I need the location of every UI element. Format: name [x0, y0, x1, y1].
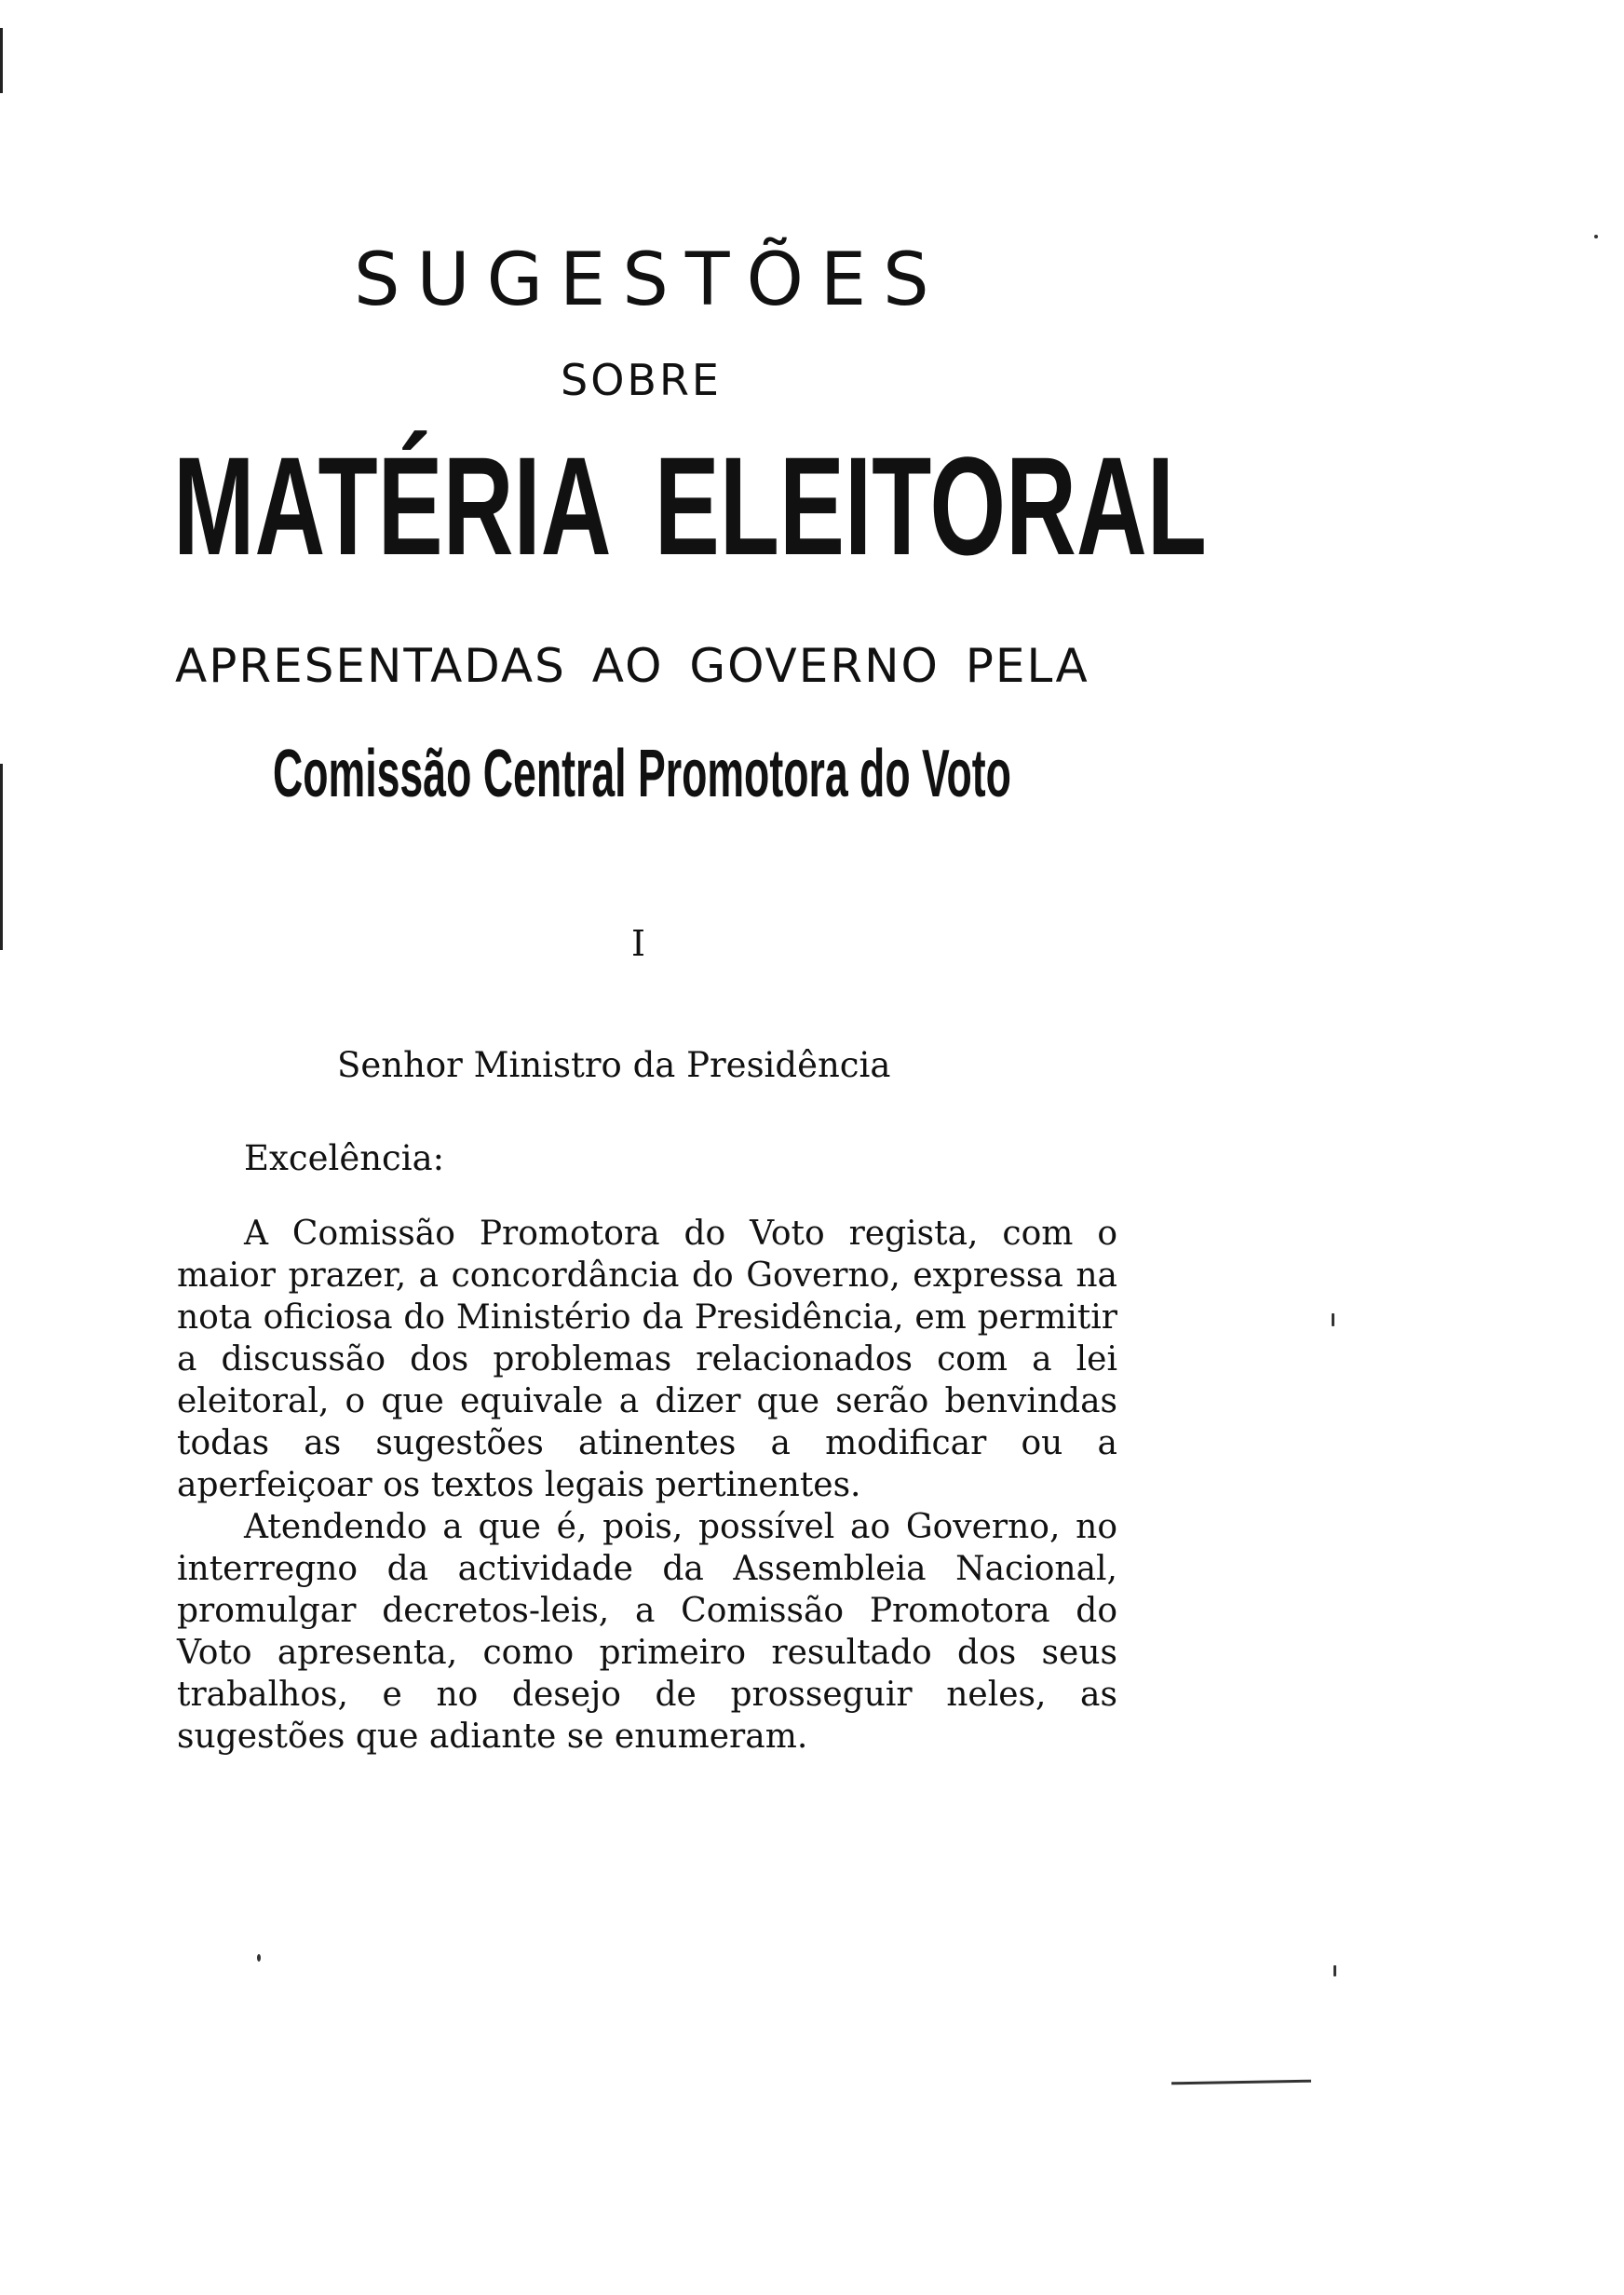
body-paragraph: Atendendo a que é, pois, possível ao Governo, no interregno da actividade da Assembleia Nacional, promulgar decretos-leis, a Comissão Promotora do Voto apresenta, como primeiro resultado dos seus trabalhos, e no desejo de prosseguir neles, as sugestões que adiante se enumeram. — [177, 1508, 1117, 1756]
scan-edge-mark — [0, 764, 3, 950]
section-numeral: I — [631, 923, 646, 964]
scan-speck — [257, 1954, 261, 1962]
title-materia-eleitoral: MATÉRIA ELEITORAL — [173, 428, 1207, 584]
scan-edge-mark — [0, 28, 3, 93]
title-sugestoes: SUGESTÕES — [354, 238, 946, 322]
scan-speck — [1333, 1965, 1336, 1976]
scan-scratch — [1171, 2080, 1311, 2085]
scan-speck — [1332, 1313, 1334, 1326]
subtitle-comissao: Comissão Central Promotora do Voto — [273, 737, 1011, 811]
letter-salutation: Senhor Ministro da Presidência — [337, 1045, 891, 1085]
letter-body — [177, 1213, 1117, 1758]
title-sobre: SOBRE — [561, 355, 722, 405]
subtitle-apresentadas: APRESENTADAS AO GOVERNO PELA — [175, 639, 1089, 693]
scan-speck — [1594, 235, 1598, 238]
body-paragraph: A Comissão Promotora do Voto regista, com o maior prazer, a concordância do Governo, expressa na nota oficiosa do Ministério da Presidência, em permitir a discussão dos problemas relacionados com a lei eleitoral, o que equivale a dizer que serão benvindas todas as sugestões atinentes a modificar ou a aperfeiçoar os textos legais pertinentes. — [177, 1215, 1117, 1504]
letter-greeting: Excelência: — [244, 1138, 445, 1178]
